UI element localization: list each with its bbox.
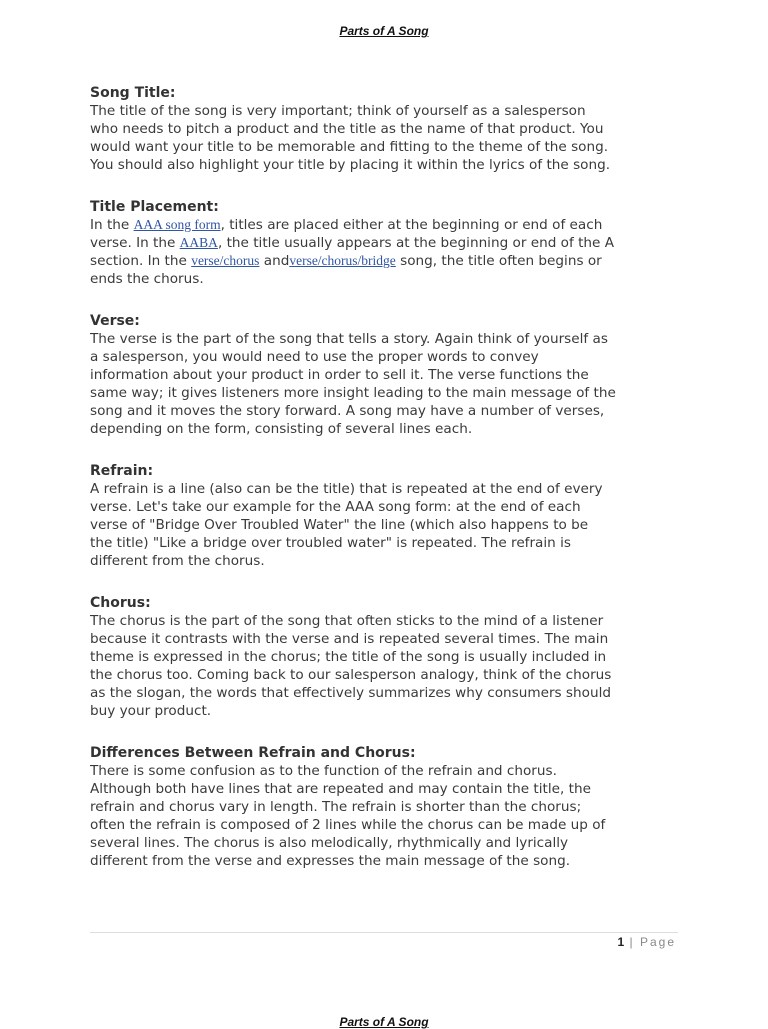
- page-header-title: Parts of A Song: [339, 24, 429, 38]
- text-line: as the slogan, the words that effectively summarizes why consumers should: [90, 685, 611, 701]
- text-line: [90, 216, 710, 234]
- page-separator: |: [629, 935, 635, 949]
- text-line: the title) "Like a bridge over troubled water" is repeated. The refrain is: [90, 535, 571, 551]
- text-line: several lines. The chorus is also melodically, rhythmically and lyrically: [90, 835, 569, 851]
- section-heading: Verse:: [90, 313, 140, 329]
- section-heading: Differences Between Refrain and Chorus:: [90, 745, 416, 761]
- section-heading: Title Placement:: [90, 199, 219, 215]
- page-footer: [617, 935, 676, 949]
- section: [90, 312, 710, 438]
- text-line: The chorus is the part of the song that often sticks to the mind of a listener: [90, 613, 604, 629]
- page-number: 1: [617, 935, 625, 949]
- text-line: Although both have lines that are repeated and may contain the title, the: [90, 781, 591, 797]
- page-label: Page: [639, 935, 676, 949]
- text-line: the chorus too. Coming back to our salesperson analogy, think of the chorus: [90, 667, 612, 683]
- hyperlink[interactable]: verse/chorus: [191, 253, 260, 268]
- text-line: a salesperson, you would need to use the proper words to convey: [90, 349, 539, 365]
- hyperlink[interactable]: AAA song form: [133, 217, 221, 232]
- section: [90, 462, 710, 570]
- text-line: information about your product in order to sell it. The verse functions the: [90, 367, 589, 383]
- text-line: different from the verse and expresses the main message of the song.: [90, 853, 571, 869]
- section-heading: Refrain:: [90, 463, 154, 479]
- text-line: ends the chorus.: [90, 271, 204, 287]
- text-line: often the refrain is composed of 2 lines while the chorus can be made up of: [90, 817, 606, 833]
- text-line: same way; it gives listeners more insight leading to the main message of the: [90, 385, 616, 401]
- text-line: refrain and chorus vary in length. The refrain is shorter than the chorus;: [90, 799, 582, 815]
- document-body: [90, 84, 710, 894]
- text-segment: , the title usually appears at the beginning or end of the A: [217, 235, 615, 251]
- text-line: song and it moves the story forward. A song may have a number of verses,: [90, 403, 605, 419]
- text-line: You should also highlight your title by placing it within the lyrics of the song.: [90, 157, 611, 173]
- text-line: who needs to pitch a product and the title as the name of that product. You: [90, 121, 604, 137]
- section: [90, 594, 710, 720]
- section-heading: Chorus:: [90, 595, 151, 611]
- text-line: verse of "Bridge Over Troubled Water" the line (which also happens to be: [90, 517, 589, 533]
- text-line: theme is expressed in the chorus; the title of the song is usually included in: [90, 649, 607, 665]
- text-line: A refrain is a line (also can be the title) that is repeated at the end of every: [90, 481, 603, 497]
- text-line: depending on the form, consisting of several lines each.: [90, 421, 473, 437]
- text-line: [90, 252, 710, 270]
- text-line: The title of the song is very important; think of yourself as a salesperson: [90, 103, 586, 119]
- next-page-header-title: Parts of A Song: [339, 1015, 429, 1029]
- section: [90, 744, 710, 870]
- text-line: different from the chorus.: [90, 553, 265, 569]
- text-segment: song, the title often begins or: [395, 253, 602, 269]
- text-segment: , titles are placed either at the beginning or end of each: [220, 217, 603, 233]
- hyperlink[interactable]: verse/chorus/bridge: [289, 253, 396, 268]
- text-line: The verse is the part of the song that tells a story. Again think of yourself as: [90, 331, 608, 347]
- text-segment: In the: [90, 217, 134, 233]
- text-segment: verse. In the: [90, 235, 180, 251]
- section: [90, 84, 710, 174]
- text-segment: section. In the: [90, 253, 192, 269]
- text-line: There is some confusion as to the function of the refrain and chorus.: [90, 763, 557, 779]
- section: [90, 198, 710, 288]
- hyperlink[interactable]: AABA: [179, 235, 218, 250]
- text-line: would want your title to be memorable and fitting to the theme of the song.: [90, 139, 609, 155]
- text-line: verse. Let's take our example for the AAA song form: at the end of each: [90, 499, 581, 515]
- text-line: buy your product.: [90, 703, 212, 719]
- section-heading: Song Title:: [90, 85, 176, 101]
- footer-divider: [90, 932, 678, 933]
- text-segment: and: [259, 253, 290, 269]
- text-line: [90, 234, 710, 252]
- text-line: because it contrasts with the verse and is repeated several times. The main: [90, 631, 609, 647]
